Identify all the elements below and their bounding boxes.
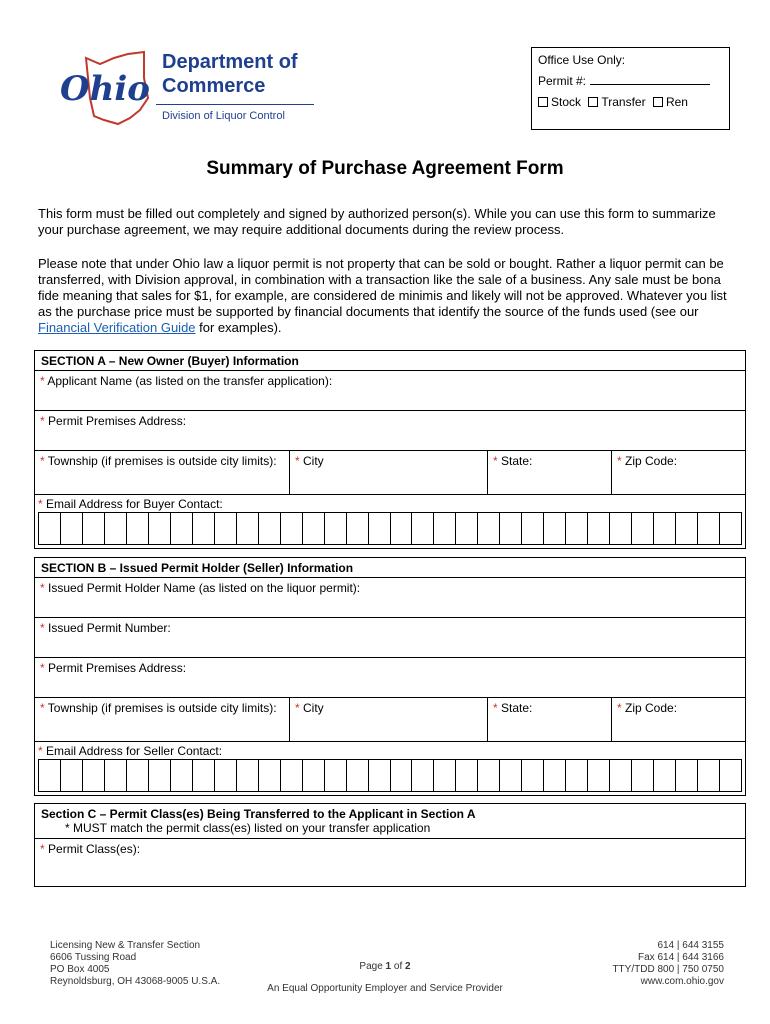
- section-a-heading: SECTION A – New Owner (Buyer) Information: [35, 351, 745, 371]
- email-char-box[interactable]: [281, 760, 303, 791]
- field-label: Permit Premises Address:: [48, 661, 187, 675]
- transfer-label: Transfer: [601, 95, 646, 109]
- email-char-box[interactable]: [456, 513, 478, 544]
- logo-department-text: [162, 50, 298, 98]
- email-char-box[interactable]: [566, 513, 588, 544]
- email-char-box[interactable]: [434, 760, 456, 791]
- email-char-box[interactable]: [259, 760, 281, 791]
- required-marker: *: [40, 621, 45, 635]
- email-char-box[interactable]: [544, 513, 566, 544]
- page-of: of: [391, 961, 406, 972]
- email-char-box[interactable]: [412, 760, 434, 791]
- email-char-box[interactable]: [127, 760, 149, 791]
- intro-p2-tail: for examples).: [195, 320, 282, 335]
- email-char-box[interactable]: [478, 513, 500, 544]
- buyer-state-field[interactable]: [488, 451, 612, 494]
- email-char-box[interactable]: [500, 760, 522, 791]
- footer-website[interactable]: www.com.ohio.gov: [640, 976, 724, 987]
- footer-contact: [612, 940, 724, 988]
- intro-paragraph-2: [38, 256, 738, 336]
- email-char-box[interactable]: [281, 513, 303, 544]
- field-label: Applicant Name (as listed on the transfer application):: [47, 374, 333, 388]
- footer-address-line: Licensing New & Transfer Section: [50, 940, 201, 951]
- email-char-box[interactable]: [61, 513, 83, 544]
- required-marker: *: [40, 842, 45, 856]
- ohio-commerce-logo: [56, 48, 326, 128]
- email-char-box[interactable]: [720, 513, 741, 544]
- email-char-box[interactable]: [83, 760, 105, 791]
- buyer-applicant-name-field[interactable]: [35, 371, 745, 411]
- email-char-box[interactable]: [171, 760, 193, 791]
- email-char-box[interactable]: [391, 760, 413, 791]
- email-char-box[interactable]: [369, 760, 391, 791]
- financial-verification-guide-link[interactable]: Financial Verification Guide: [38, 320, 196, 335]
- email-char-box[interactable]: [325, 760, 347, 791]
- email-char-box[interactable]: [149, 513, 171, 544]
- transfer-checkbox[interactable]: [588, 97, 598, 107]
- intro-paragraph-1: This form must be filled out completely and signed by authorized person(s). While you can use this form to summarize your purchase agreement, we may require additional documents during the review process.: [38, 206, 716, 237]
- equal-opportunity-text: An Equal Opportunity Employer and Service Provider: [267, 983, 503, 994]
- email-char-box[interactable]: [478, 760, 500, 791]
- email-char-box[interactable]: [369, 513, 391, 544]
- email-char-box[interactable]: [303, 760, 325, 791]
- field-label: Email Address for Seller Contact:: [46, 744, 223, 758]
- buyer-premises-address-field[interactable]: [35, 411, 745, 451]
- section-b: [34, 557, 746, 796]
- seller-city-field[interactable]: [290, 698, 488, 741]
- email-char-box[interactable]: [259, 513, 281, 544]
- email-char-box[interactable]: [193, 513, 215, 544]
- buyer-email-label: [35, 495, 745, 511]
- option-ren[interactable]: [653, 95, 688, 109]
- email-char-box[interactable]: [149, 760, 171, 791]
- email-char-box[interactable]: [303, 513, 325, 544]
- email-char-box[interactable]: [588, 513, 610, 544]
- stock-checkbox[interactable]: [538, 97, 548, 107]
- email-char-box[interactable]: [39, 513, 61, 544]
- section-c-note: * MUST match the permit class(es) listed on your transfer application: [65, 821, 431, 835]
- email-char-box[interactable]: [654, 760, 676, 791]
- intro-p2-text: Please note that under Ohio law a liquor permit is not property that can be sold or bought. Rather a liquor permit can be transferred, with Division approval, in combination with a transaction like the sale of a business. Any sale must be bona fide meaning that sales for $1, for example, are considered de minimis and likely will not be approved. Whatever you list as the purchase price must be supported by financial documents that identify the source of the funds used (see our: [38, 256, 727, 319]
- ren-label: Ren: [665, 95, 688, 109]
- seller-zip-field[interactable]: [612, 698, 745, 741]
- logo-dept-line1: Department of: [162, 51, 298, 73]
- email-char-box[interactable]: [347, 760, 369, 791]
- ohio-state-outline-icon: [56, 48, 156, 128]
- required-marker: *: [617, 701, 622, 715]
- field-label: Permit Class(es):: [48, 842, 141, 856]
- seller-township-field[interactable]: [35, 698, 290, 741]
- permit-number-row: [538, 73, 723, 94]
- section-c: [34, 803, 746, 887]
- buyer-city-field[interactable]: [290, 451, 488, 494]
- email-char-box[interactable]: [720, 760, 741, 791]
- field-label: Issued Permit Holder Name (as listed on the liquor permit):: [48, 581, 361, 595]
- seller-email-grid[interactable]: [38, 759, 742, 792]
- email-char-box[interactable]: [83, 513, 105, 544]
- permit-number-field[interactable]: [590, 73, 710, 85]
- field-label: City: [303, 454, 324, 468]
- footer-address-line: 6606 Tussing Road: [50, 952, 137, 963]
- footer-phone: 614 | 644 3155: [657, 940, 724, 951]
- page-total: 2: [405, 961, 411, 972]
- seller-state-field[interactable]: [488, 698, 612, 741]
- footer-tty: TTY/TDD 800 | 750 0750: [612, 964, 724, 975]
- footer-address-line: Reynoldsburg, OH 43068-9005 U.S.A.: [50, 976, 221, 987]
- email-char-box[interactable]: [434, 513, 456, 544]
- email-char-box[interactable]: [632, 760, 654, 791]
- permit-label: Permit #:: [538, 74, 587, 88]
- required-marker: *: [295, 454, 300, 468]
- option-transfer[interactable]: [588, 95, 645, 109]
- field-label: State:: [501, 454, 533, 468]
- logo-ohio-text: Ohio: [60, 69, 150, 109]
- email-char-box[interactable]: [61, 760, 83, 791]
- ren-checkbox[interactable]: [653, 97, 663, 107]
- required-marker: *: [40, 661, 45, 675]
- email-char-box[interactable]: [412, 513, 434, 544]
- required-marker: *: [295, 701, 300, 715]
- email-char-box[interactable]: [391, 513, 413, 544]
- email-char-box[interactable]: [347, 513, 369, 544]
- office-use-box: [531, 47, 730, 130]
- seller-address-row: [35, 698, 745, 742]
- email-char-box[interactable]: [654, 513, 676, 544]
- email-char-box[interactable]: [698, 513, 720, 544]
- section-a: [34, 350, 746, 549]
- email-char-box[interactable]: [544, 760, 566, 791]
- buyer-email-grid[interactable]: [38, 512, 742, 545]
- office-use-label: Office Use Only:: [538, 53, 626, 67]
- field-label: Township (if premises is outside city limits):: [47, 701, 277, 715]
- email-char-box[interactable]: [588, 760, 610, 791]
- email-char-box[interactable]: [610, 760, 632, 791]
- seller-premises-address-field[interactable]: [35, 658, 745, 698]
- field-label: Township (if premises is outside city limits):: [47, 454, 277, 468]
- buyer-address-row: [35, 451, 745, 495]
- email-char-box[interactable]: [500, 513, 522, 544]
- section-b-heading: SECTION B – Issued Permit Holder (Seller) Information: [35, 558, 745, 578]
- email-char-box[interactable]: [105, 760, 127, 791]
- email-char-box[interactable]: [456, 760, 478, 791]
- email-char-box[interactable]: [215, 760, 237, 791]
- required-marker: *: [493, 454, 498, 468]
- required-marker: *: [38, 497, 43, 511]
- seller-permit-number-field[interactable]: [35, 618, 745, 658]
- email-char-box[interactable]: [632, 513, 654, 544]
- page-prefix: Page: [359, 961, 386, 972]
- email-char-box[interactable]: [237, 760, 259, 791]
- footer-address-line: PO Box 4005: [50, 964, 110, 975]
- field-label: State:: [501, 701, 533, 715]
- email-char-box[interactable]: [237, 513, 259, 544]
- email-char-box[interactable]: [39, 760, 61, 791]
- seller-holder-name-field[interactable]: [35, 578, 745, 618]
- required-marker: *: [40, 374, 45, 388]
- required-marker: *: [40, 454, 45, 468]
- required-marker: *: [40, 581, 45, 595]
- email-char-box[interactable]: [522, 513, 544, 544]
- footer-fax: Fax 614 | 644 3166: [638, 952, 724, 963]
- required-marker: *: [617, 454, 622, 468]
- page-current: 1: [385, 961, 392, 972]
- email-char-box[interactable]: [325, 513, 347, 544]
- field-label: Permit Premises Address:: [48, 414, 187, 428]
- required-marker: *: [493, 701, 498, 715]
- email-char-box[interactable]: [522, 760, 544, 791]
- section-c-heading: Section C – Permit Class(es) Being Transferred to the Applicant in Section A: [41, 807, 476, 821]
- email-char-box[interactable]: [610, 513, 632, 544]
- buyer-zip-field[interactable]: [612, 451, 745, 494]
- seller-email-label: [35, 742, 745, 758]
- required-marker: *: [40, 701, 45, 715]
- stock-label: Stock: [551, 95, 582, 109]
- option-stock[interactable]: [538, 95, 581, 109]
- required-marker: *: [38, 744, 43, 758]
- email-char-box[interactable]: [215, 513, 237, 544]
- field-label: Email Address for Buyer Contact:: [46, 497, 223, 511]
- email-char-box[interactable]: [676, 760, 698, 791]
- logo-divider: [156, 104, 314, 105]
- email-char-box[interactable]: [105, 513, 127, 544]
- logo-division: Division of Liquor Control: [162, 110, 285, 122]
- field-label: Issued Permit Number:: [48, 621, 171, 635]
- transfer-type-options: [538, 94, 723, 115]
- permit-classes-field[interactable]: [35, 838, 745, 886]
- buyer-township-field[interactable]: [35, 451, 290, 494]
- email-char-box[interactable]: [698, 760, 720, 791]
- required-marker: *: [40, 414, 45, 428]
- email-char-box[interactable]: [193, 760, 215, 791]
- field-label: Zip Code:: [625, 701, 678, 715]
- email-char-box[interactable]: [171, 513, 193, 544]
- email-char-box[interactable]: [127, 513, 149, 544]
- field-label: City: [303, 701, 324, 715]
- page-title: Summary of Purchase Agreement Form: [206, 158, 564, 179]
- logo-dept-line2: Commerce: [162, 75, 266, 97]
- email-char-box[interactable]: [566, 760, 588, 791]
- email-char-box[interactable]: [676, 513, 698, 544]
- field-label: Zip Code:: [625, 454, 678, 468]
